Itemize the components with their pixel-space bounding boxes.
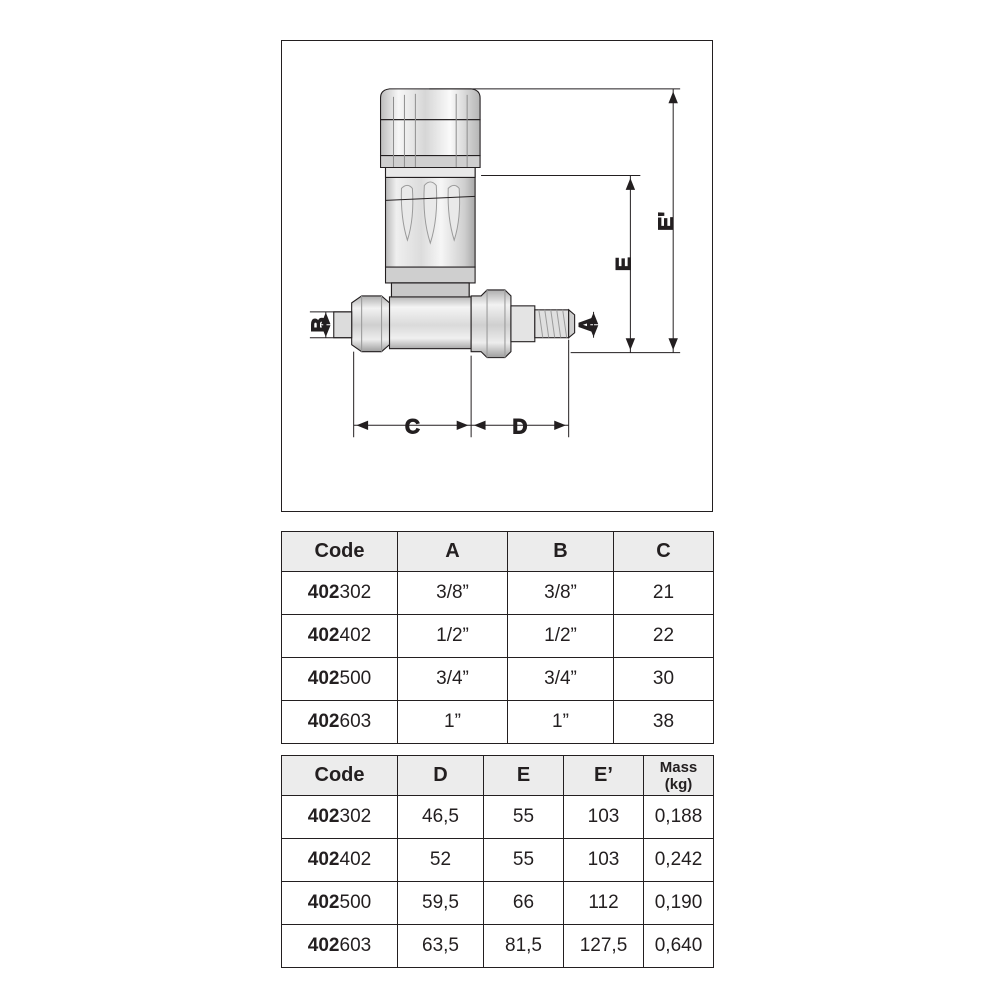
cell-code [282, 701, 398, 744]
code-prefix: 402 [307, 935, 340, 956]
cell-c: 30 [614, 658, 714, 701]
dimensions-table-2 [281, 755, 714, 968]
table-row [282, 615, 714, 658]
column-header-a: A [398, 532, 508, 572]
cell-mass: 0,242 [644, 839, 714, 882]
column-header-b: B [508, 532, 614, 572]
cell-e-prime: 103 [564, 839, 644, 882]
cell-b: 1/2” [508, 615, 614, 658]
table-row [282, 701, 714, 744]
code-prefix: 402 [307, 892, 340, 913]
table-row [282, 839, 714, 882]
cell-code [282, 925, 398, 968]
code-prefix: 402 [307, 625, 340, 646]
cell-mass: 0,190 [644, 882, 714, 925]
code-suffix: 302 [339, 806, 372, 827]
code-suffix: 402 [339, 625, 372, 646]
column-header-c: C [614, 532, 714, 572]
code-prefix: 402 [307, 711, 340, 732]
code-suffix: 500 [339, 668, 372, 689]
code-suffix: 302 [339, 582, 372, 603]
code-prefix: 402 [307, 849, 340, 870]
valve-drawing-svg [282, 41, 712, 511]
code-prefix: 402 [307, 582, 340, 603]
cell-e: 66 [484, 882, 564, 925]
cell-a: 3/8” [398, 572, 508, 615]
column-header-e-prime: E’ [564, 756, 644, 796]
cell-a: 1” [398, 701, 508, 744]
column-header-code: Code [282, 756, 398, 796]
dim-label-a: A [575, 317, 599, 333]
code-suffix: 402 [339, 849, 372, 870]
column-header-e: E [484, 756, 564, 796]
cell-code [282, 572, 398, 615]
table-row [282, 925, 714, 968]
cell-a: 1/2” [398, 615, 508, 658]
dim-label-d: D [512, 415, 528, 439]
table-row [282, 658, 714, 701]
table-row [282, 882, 714, 925]
column-header-code: Code [282, 532, 398, 572]
table-row [282, 796, 714, 839]
cell-d: 59,5 [398, 882, 484, 925]
cell-b: 3/4” [508, 658, 614, 701]
code-prefix: 402 [307, 806, 340, 827]
cell-b: 3/8” [508, 572, 614, 615]
cell-code [282, 658, 398, 701]
cell-c: 22 [614, 615, 714, 658]
cell-d: 52 [398, 839, 484, 882]
cell-e: 81,5 [484, 925, 564, 968]
cell-e: 55 [484, 839, 564, 882]
dim-label-e-prime: E' [655, 211, 679, 231]
dim-label-e: E [612, 257, 636, 272]
cell-mass: 0,640 [644, 925, 714, 968]
dimensions-table-1 [281, 531, 714, 744]
cell-d: 63,5 [398, 925, 484, 968]
code-suffix: 603 [339, 935, 372, 956]
cell-d: 46,5 [398, 796, 484, 839]
dim-label-c: C [404, 415, 420, 439]
cell-e-prime: 103 [564, 796, 644, 839]
column-header-d: D [398, 756, 484, 796]
cell-code [282, 615, 398, 658]
valve-knob [381, 89, 481, 297]
dimension-lines [308, 89, 680, 438]
cell-code [282, 796, 398, 839]
table-row [282, 572, 714, 615]
table-header-row [282, 532, 714, 572]
column-header-mass: Mass (kg) [644, 756, 714, 796]
cell-c: 38 [614, 701, 714, 744]
code-prefix: 402 [307, 668, 340, 689]
cell-a: 3/4” [398, 658, 508, 701]
cell-c: 21 [614, 572, 714, 615]
cell-b: 1” [508, 701, 614, 744]
cell-mass: 0,188 [644, 796, 714, 839]
cell-code [282, 882, 398, 925]
code-suffix: 500 [339, 892, 372, 913]
cell-e: 55 [484, 796, 564, 839]
valve-drawing-panel [281, 40, 713, 512]
cell-e-prime: 127,5 [564, 925, 644, 968]
cell-e-prime: 112 [564, 882, 644, 925]
table-header-row [282, 756, 714, 796]
dim-label-b: B [307, 317, 331, 333]
valve-body [334, 283, 575, 358]
code-suffix: 603 [339, 711, 372, 732]
cell-code [282, 839, 398, 882]
